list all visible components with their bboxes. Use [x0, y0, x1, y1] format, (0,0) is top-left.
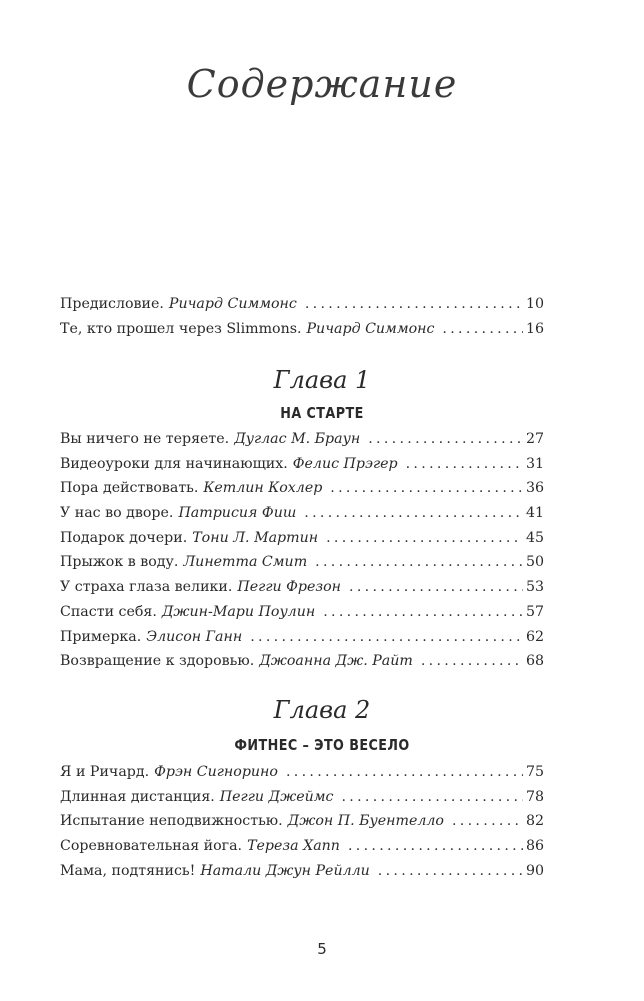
entry-title: Пора действовать.: [60, 480, 199, 497]
entry-title: Я и Ричард.: [60, 764, 150, 780]
toc-entry: [60, 530, 544, 555]
dot-leader: [323, 604, 523, 620]
toc-entry: [60, 863, 544, 888]
entry-author: Ричард Симмонс: [168, 296, 297, 312]
entry-title: Мама, подтянись!: [60, 862, 196, 879]
dot-leader: [406, 456, 523, 472]
toc-entry: [60, 604, 544, 629]
entry-author: Дуглас М. Браун: [234, 431, 361, 447]
entry-author: Пегги Фрезон: [237, 579, 342, 596]
dot-leader: [349, 579, 523, 595]
intro-entries: [60, 296, 544, 345]
entry-page: 27: [525, 431, 544, 447]
entry-page: 53: [525, 579, 544, 596]
chapter-1-entries: [60, 431, 544, 678]
entry-title: У страха глаза велики.: [60, 579, 233, 596]
entry-title: Длинная дистанция.: [60, 788, 215, 805]
dot-leader: [250, 629, 523, 645]
entry-page: 62: [525, 628, 544, 645]
entry-author: Ричард Симмонс: [306, 320, 435, 337]
entry-title: Предисловие.: [60, 296, 164, 312]
dot-leader: [442, 321, 523, 337]
entry-author: Пегги Джеймс: [219, 788, 334, 805]
page-title: Содержание: [186, 62, 458, 106]
dot-leader: [368, 431, 523, 447]
entry-page: 68: [525, 653, 544, 670]
entry-page: 50: [525, 554, 544, 571]
entry-author: Джон П. Буентелло: [287, 813, 444, 830]
toc-entry: [60, 838, 544, 863]
dot-leader: [341, 789, 522, 805]
entry-page: 75: [525, 764, 544, 780]
toc-entry: [60, 296, 544, 321]
toc-entry: [60, 321, 544, 346]
entry-page: 86: [525, 838, 544, 855]
dot-leader: [326, 530, 523, 546]
dot-leader: [348, 838, 523, 854]
entry-author: Натали Джун Рейлли: [200, 862, 370, 879]
chapter-1-label: Глава 1: [273, 366, 371, 394]
entry-title: Вы ничего не теряете.: [60, 431, 230, 447]
toc-entry: [60, 629, 544, 654]
entry-title: Примерка.: [60, 628, 142, 645]
toc-entry: [60, 480, 544, 505]
entry-page: 10: [525, 296, 544, 312]
entry-author: Джин-Мари Поулин: [161, 603, 316, 620]
entry-title: Те, кто прошел через Slimmons.: [60, 320, 302, 337]
entry-author: Патрисия Фиш: [178, 505, 297, 522]
chapter-2-name: ФИТНЕС – ЭТО ВЕСЕЛО: [234, 736, 410, 754]
toc-entry: [60, 505, 544, 530]
entry-title: У нас во дворе.: [60, 505, 174, 522]
entry-author: Кетлин Кохлер: [203, 480, 323, 497]
entry-page: 41: [525, 505, 544, 522]
toc-entry: [60, 554, 544, 579]
entry-author: Линетта Смит: [183, 554, 308, 571]
entry-title: Подарок дочери.: [60, 529, 188, 546]
dot-leader: [304, 505, 523, 521]
toc-entry: [60, 579, 544, 604]
entry-page: 16: [525, 320, 544, 337]
entry-author: Тони Л. Мартин: [192, 529, 319, 546]
dot-leader: [305, 296, 523, 312]
dot-leader: [378, 863, 523, 879]
chapter-1-name: НА СТАРТЕ: [280, 404, 364, 422]
entry-page: 31: [525, 455, 544, 472]
dot-leader: [286, 764, 523, 780]
dot-leader: [421, 653, 523, 669]
entry-author: Элисон Ганн: [146, 628, 243, 645]
entry-page: 82: [525, 813, 544, 830]
toc-entry: [60, 764, 544, 789]
entry-author: Тереза Хапп: [247, 838, 340, 855]
entry-title: Испытание неподвижностью.: [60, 813, 283, 830]
entry-author: Фелис Прэгер: [292, 455, 398, 472]
toc-entry: [60, 813, 544, 838]
toc-entry: [60, 456, 544, 481]
toc-entry: [60, 431, 544, 456]
entry-title: Соревновательная йога.: [60, 838, 243, 855]
entry-page: 36: [525, 480, 544, 497]
dot-leader: [330, 480, 523, 496]
dot-leader: [452, 813, 523, 829]
entry-page: 90: [525, 862, 544, 879]
entry-author: Фрэн Сигнорино: [154, 764, 278, 780]
toc-entry: [60, 789, 544, 814]
chapter-2-label: Глава 2: [273, 696, 371, 724]
entry-title: Видеоуроки для начинающих.: [60, 455, 288, 472]
entry-page: 57: [525, 603, 544, 620]
chapter-2-entries: [60, 764, 544, 887]
entry-page: 78: [525, 788, 544, 805]
entry-title: Прыжок в воду.: [60, 554, 179, 571]
dot-leader: [315, 554, 523, 570]
toc-entry: [60, 653, 544, 678]
entry-title: Возвращение к здоровью.: [60, 653, 255, 670]
page-number: 5: [317, 940, 327, 958]
entry-page: 45: [525, 529, 544, 546]
entry-title: Спасти себя.: [60, 603, 157, 620]
entry-author: Джоанна Дж. Райт: [259, 653, 413, 670]
